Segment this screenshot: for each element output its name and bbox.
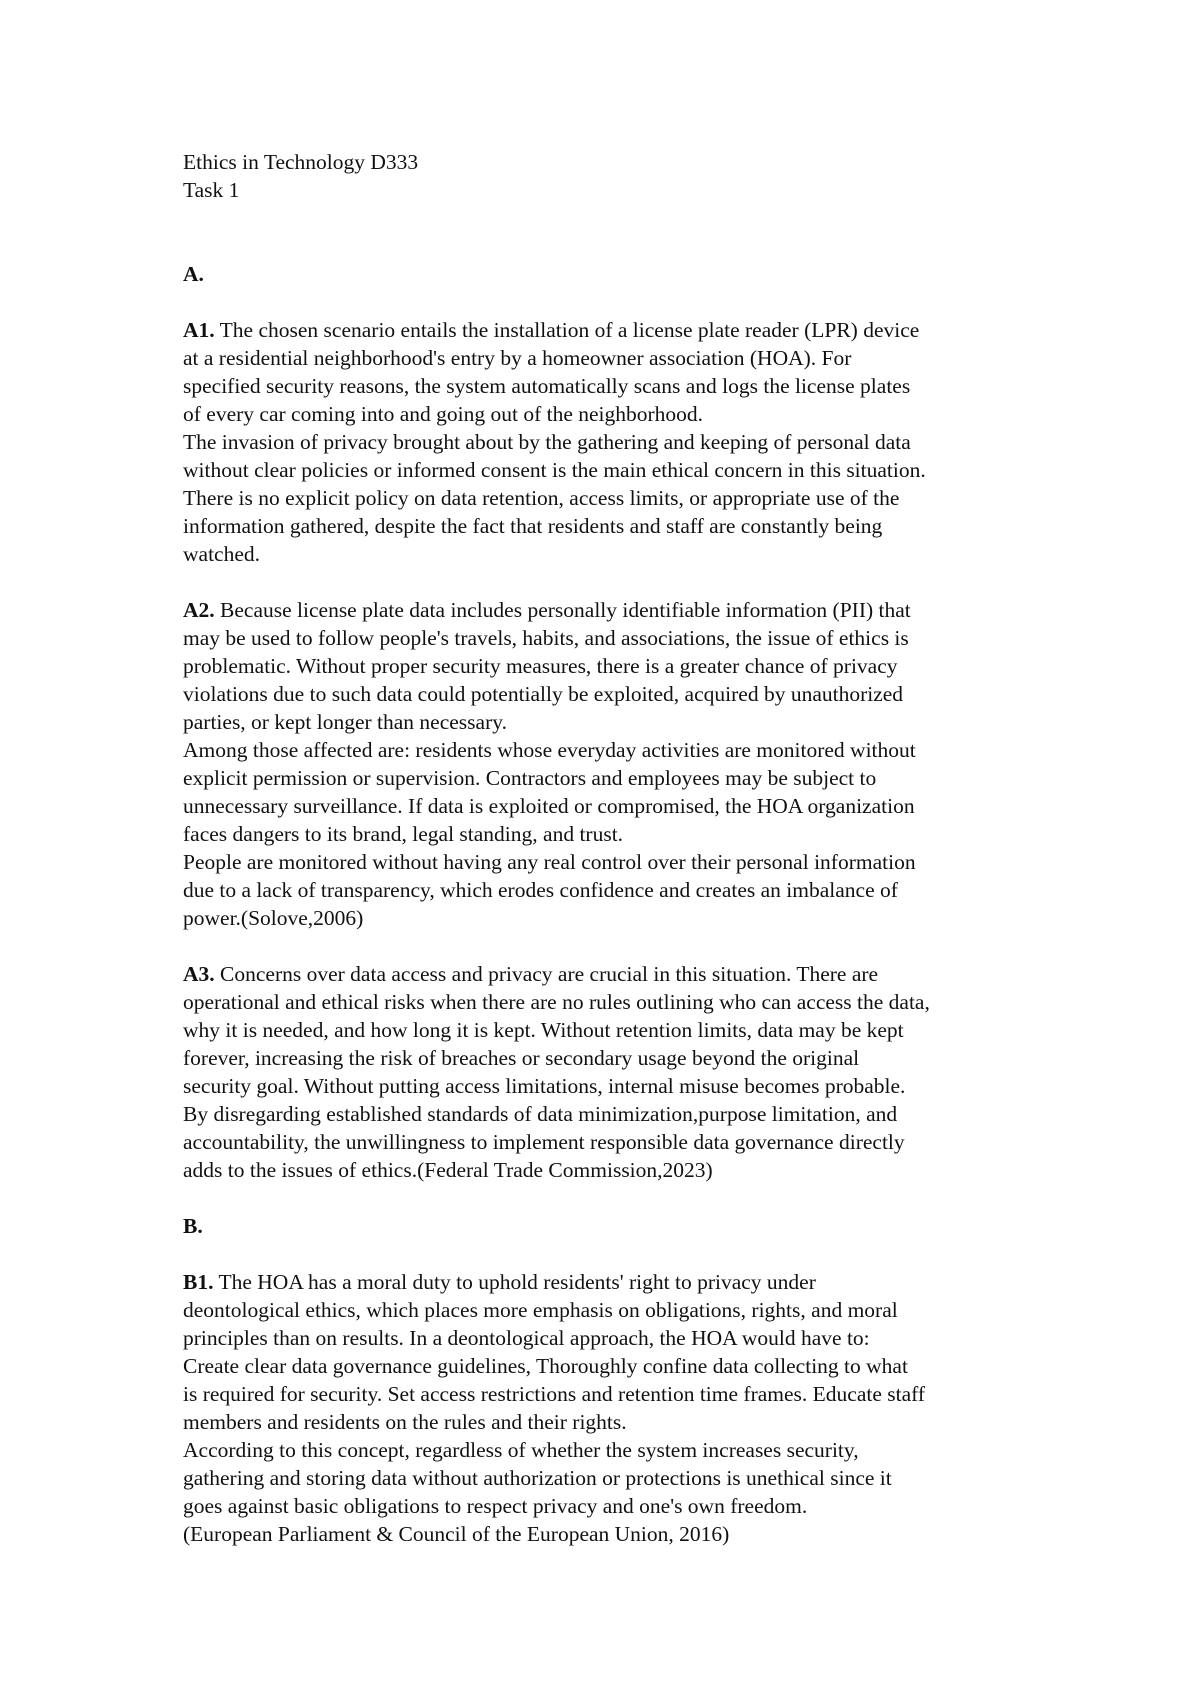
a1-line: watched.: [183, 542, 261, 566]
a2-line: unnecessary surveillance. If data is exploited or compromised, the HOA organization: [183, 794, 915, 818]
a2-line: explicit permission or supervision. Contractors and employees may be subject to: [183, 766, 877, 790]
a2-line: Among those affected are: residents whose everyday activities are monitored without: [183, 738, 916, 762]
b1-line: According to this concept, regardless of whether the system increases security,: [183, 1438, 859, 1462]
spacer: [183, 288, 1053, 316]
a1-line: specified security reasons, the system automatically scans and logs the license plates: [183, 374, 911, 398]
a2-line: problematic. Without proper security measures, there is a greater chance of privacy: [183, 654, 898, 678]
task-title: Task 1: [183, 178, 240, 202]
a1-line: The invasion of privacy brought about by the gathering and keeping of personal data: [183, 430, 911, 454]
b1-line: members and residents on the rules and their rights.: [183, 1410, 627, 1434]
b1-text: The HOA has a moral duty to uphold residents' right to privacy under: [218, 1270, 816, 1294]
a2-line: faces dangers to its brand, legal standing, and trust.: [183, 822, 624, 846]
b1-line: principles than on results. In a deontological approach, the HOA would have to:: [183, 1326, 870, 1350]
b1-line-0: [183, 1268, 1053, 1296]
a1-text: The chosen scenario entails the installation of a license plate reader (LPR) device: [219, 318, 920, 342]
course-title: Ethics in Technology D333: [183, 150, 419, 174]
paragraph-a3: [183, 960, 1053, 1184]
spacer: [183, 932, 1053, 960]
a2-line: power.(Solove,2006): [183, 906, 364, 930]
a3-line: adds to the issues of ethics.(Federal Trade Commission,2023): [183, 1158, 713, 1182]
a2-line: parties, or kept longer than necessary.: [183, 710, 507, 734]
a2-line: People are monitored without having any real control over their personal information: [183, 850, 916, 874]
a1-line: without clear policies or informed consent is the main ethical concern in this situation.: [183, 458, 926, 482]
a2-line-0: [183, 596, 1053, 624]
a3-line-0: [183, 960, 1053, 988]
a3-text: Concerns over data access and privacy are crucial in this situation. There are: [220, 962, 879, 986]
a3-line: By disregarding established standards of data minimization,purpose limitation, and: [183, 1102, 898, 1126]
a3-line: forever, increasing the risk of breaches or secondary usage beyond the original: [183, 1046, 860, 1070]
a3-line: why it is needed, and how long it is kept. Without retention limits, data may be kept: [183, 1018, 904, 1042]
a2-label: A2.: [183, 598, 215, 622]
b1-line: gathering and storing data without authorization or protections is unethical since it: [183, 1466, 892, 1490]
spacer: [183, 1184, 1053, 1212]
a3-line: operational and ethical risks when there are no rules outlining who can access the data,: [183, 990, 930, 1014]
b1-line: is required for security. Set access restrictions and retention time frames. Educate staff: [183, 1382, 926, 1406]
a2-line: violations due to such data could potentially be exploited, acquired by unauthorized: [183, 682, 904, 706]
a2-text: Because license plate data includes personally identifiable information (PII) that: [220, 598, 911, 622]
a1-line-0: [183, 316, 1053, 344]
b1-label: B1.: [183, 1270, 214, 1294]
paragraph-b1: [183, 1268, 1053, 1548]
a1-line: information gathered, despite the fact that residents and staff are constantly being: [183, 514, 883, 538]
a2-line: may be used to follow people's travels, habits, and associations, the issue of ethics is: [183, 626, 909, 650]
spacer: [183, 568, 1053, 596]
spacer: [183, 204, 1053, 260]
a2-line: due to a lack of transparency, which erodes confidence and creates an imbalance of: [183, 878, 898, 902]
a1-line: of every car coming into and going out of the neighborhood.: [183, 402, 704, 426]
b1-line: (European Parliament & Council of the European Union, 2016): [183, 1522, 730, 1546]
spacer: [183, 1240, 1053, 1268]
a1-line: There is no explicit policy on data retention, access limits, or appropriate use of the: [183, 486, 900, 510]
paragraph-a2: [183, 596, 1053, 932]
document-body: [183, 148, 1053, 1548]
paragraph-a1: [183, 316, 1053, 568]
a1-line: at a residential neighborhood's entry by a homeowner association (HOA). For: [183, 346, 852, 370]
a3-line: security goal. Without putting access limitations, internal misuse becomes probable.: [183, 1074, 906, 1098]
a3-label: A3.: [183, 962, 215, 986]
b1-line: deontological ethics, which places more emphasis on obligations, rights, and moral: [183, 1298, 898, 1322]
b1-line: Create clear data governance guidelines, Thoroughly confine data collecting to what: [183, 1354, 908, 1378]
section-a-heading: A.: [183, 262, 204, 286]
section-b-heading: B.: [183, 1214, 203, 1238]
a3-line: accountability, the unwillingness to implement responsible data governance directly: [183, 1130, 905, 1154]
a1-label: A1.: [183, 318, 215, 342]
b1-line: goes against basic obligations to respect privacy and one's own freedom.: [183, 1494, 808, 1518]
